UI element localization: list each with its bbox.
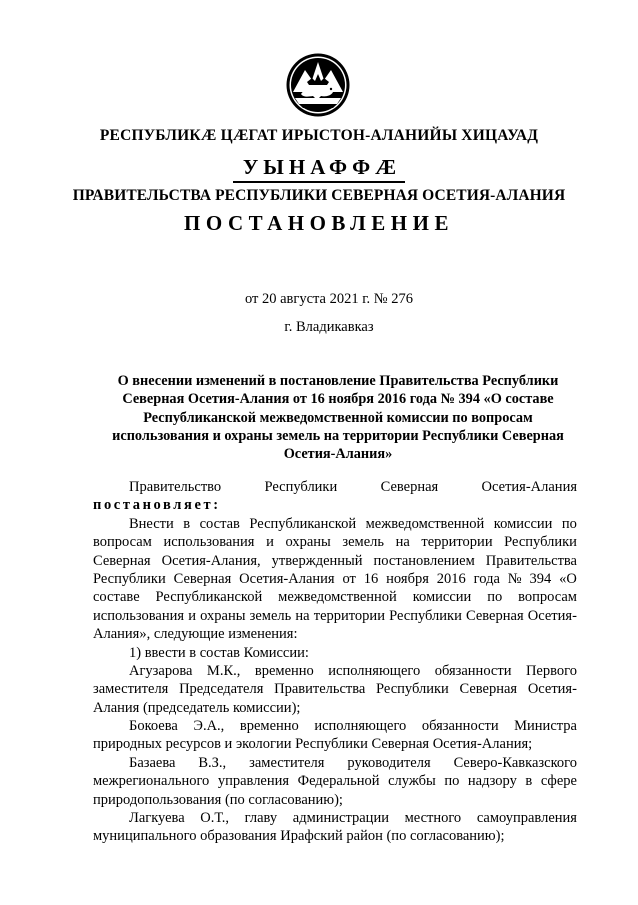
word: местного <box>404 810 462 827</box>
word: территории <box>313 607 385 624</box>
text-line: Алания», следующие изменения: <box>93 626 298 643</box>
word: Осетия- <box>527 607 577 624</box>
word: руководителя <box>347 754 431 771</box>
word: 16 <box>363 570 379 587</box>
word: межведомственной <box>365 515 485 532</box>
word: временно <box>239 718 299 735</box>
intro-word: Правительство <box>129 479 222 495</box>
word: 394 <box>529 570 552 587</box>
word: Республики <box>376 681 449 698</box>
intro-word: Республики <box>264 479 338 495</box>
word: по <box>444 773 460 790</box>
word: межрегионального <box>93 773 210 790</box>
text-line: природопользования (по согласованию); <box>93 791 343 808</box>
word: Министра <box>514 718 577 735</box>
word: администрации <box>292 810 389 827</box>
intro-line <box>93 478 577 496</box>
word: обязанности <box>421 718 499 735</box>
word: межведомственной <box>278 589 397 606</box>
paragraph-line <box>93 607 577 625</box>
title-line: использования и охраны земель на территории Республики Северная <box>112 427 564 444</box>
word: земель <box>342 534 384 551</box>
word: службы <box>388 773 436 790</box>
word: № <box>507 570 522 587</box>
word: Федеральной <box>297 773 380 790</box>
word: и <box>188 607 196 624</box>
header-russian-government: ПРАВИТЕЛЬСТВА РЕСПУБЛИКИ СЕВЕРНАЯ ОСЕТИЯ-АЛАНИЯ <box>72 187 566 204</box>
word: использования <box>93 607 185 624</box>
word: охраны <box>285 534 331 551</box>
document-body <box>93 478 577 846</box>
paragraph-line <box>93 588 577 606</box>
paragraph-line <box>93 552 577 570</box>
title-line: О внесении изменений в постановление Правительства Республики <box>117 373 559 389</box>
word: Северная <box>173 570 232 587</box>
text-line: Алания (председатель комиссии); <box>93 699 301 716</box>
word: охраны <box>200 607 246 624</box>
word: исполняющего <box>314 718 407 735</box>
paragraph-line <box>93 515 577 533</box>
word: Агузарова <box>129 662 193 679</box>
paragraph-line <box>93 772 577 790</box>
document-title <box>98 372 578 463</box>
word: года <box>473 570 500 587</box>
paragraph-line <box>93 680 577 698</box>
document-date-number: от 20 августа 2021 г. № 276 <box>244 291 414 307</box>
word: Правительства <box>485 552 577 569</box>
intro-word: Осетия-Алания <box>481 479 577 495</box>
word: В.З., <box>198 754 227 771</box>
word: временно <box>254 662 314 679</box>
word: 2016 <box>436 570 466 587</box>
paragraph-line <box>93 754 577 772</box>
word: и <box>266 534 274 551</box>
paragraph-line <box>93 809 577 827</box>
word: Северная <box>459 681 518 698</box>
word: надзору <box>467 773 517 790</box>
word: состав <box>199 515 240 532</box>
title-line: Осетия-Алания» <box>283 446 393 463</box>
word: Э.А., <box>193 718 225 735</box>
word: на <box>395 534 410 551</box>
postanovlyaet-word: постановляет: <box>93 497 221 514</box>
word: в <box>525 773 533 790</box>
word: в <box>183 515 191 532</box>
word: Осетия- <box>527 681 577 698</box>
header-ossetian-decree: УЫНАФФÆ <box>233 155 405 183</box>
title-line: Республиканской межведомственной комиссии по вопросам <box>143 409 533 426</box>
word: по <box>487 589 503 606</box>
word: постановлением <box>373 552 475 569</box>
word: Первого <box>525 662 577 679</box>
word: О.Т., <box>200 810 230 827</box>
document-city: г. Владикавказ <box>284 319 374 335</box>
word: от <box>342 570 356 587</box>
word: Председателя <box>179 681 264 698</box>
word: Северная <box>93 552 151 569</box>
word: Северная <box>466 607 524 624</box>
intro-word: Северная <box>380 479 439 495</box>
word: Республики <box>389 607 462 624</box>
word: Базаева <box>129 754 176 771</box>
word: ноября <box>386 570 429 587</box>
word: обязанности <box>434 662 512 679</box>
header-ossetian-government: РЕСПУБЛИКÆ ЦÆГАТ ИРЫСТОН-АЛАНИЙЫ ХИЦАУАД <box>99 127 539 144</box>
word: Осетия-Алания, <box>161 552 261 569</box>
word: Республики <box>504 534 577 551</box>
word: комиссии <box>493 515 553 532</box>
text-line: муниципального образования Ирафский район (по согласованию); <box>93 828 505 845</box>
word: заместителя <box>93 681 169 698</box>
paragraph-line <box>93 570 577 588</box>
word: Осетия-Алания <box>239 570 335 587</box>
word: использования <box>163 534 255 551</box>
item-one: 1) ввести в состав Комиссии: <box>129 644 309 661</box>
text-line: природных ресурсов и экологии Республики Северная Осетия-Алания; <box>93 736 533 753</box>
paragraph-line <box>93 662 577 680</box>
header-russian-decree: ПОСТАНОВЛЕНИЕ <box>184 211 454 235</box>
word: на <box>295 607 310 624</box>
word: территории <box>421 534 493 551</box>
word: самоуправления <box>476 810 577 827</box>
word: земель <box>249 607 292 624</box>
word: заместителя <box>249 754 325 771</box>
word: комиссии <box>412 589 472 606</box>
word: управления <box>217 773 290 790</box>
word: утвержденный <box>271 552 363 569</box>
word: Бокоева <box>129 718 178 735</box>
paragraph-line <box>93 533 577 551</box>
word: Внести <box>129 515 174 532</box>
word: составе <box>93 589 140 606</box>
word: исполняющего <box>328 662 421 679</box>
word: вопросам <box>93 534 152 551</box>
word: главу <box>244 810 278 827</box>
header-ossetian-decree-wrap <box>0 155 638 183</box>
word: Республики <box>93 570 166 587</box>
word: сфере <box>540 773 577 790</box>
word: Республиканской <box>249 515 357 532</box>
word: «О <box>559 570 577 587</box>
title-line: Северная Осетия-Алания от 16 ноября 2016 года № 394 «О составе <box>122 391 554 408</box>
word: вопросам <box>518 589 577 606</box>
word: Правительства <box>274 681 366 698</box>
word: Лагкуева <box>129 810 185 827</box>
paragraph-line <box>93 717 577 735</box>
word: Республиканской <box>155 589 263 606</box>
coat-of-arms-emblem <box>285 52 351 118</box>
word: Северо-Кавказского <box>453 754 577 771</box>
word: по <box>561 515 577 532</box>
word: М.К., <box>206 662 241 679</box>
